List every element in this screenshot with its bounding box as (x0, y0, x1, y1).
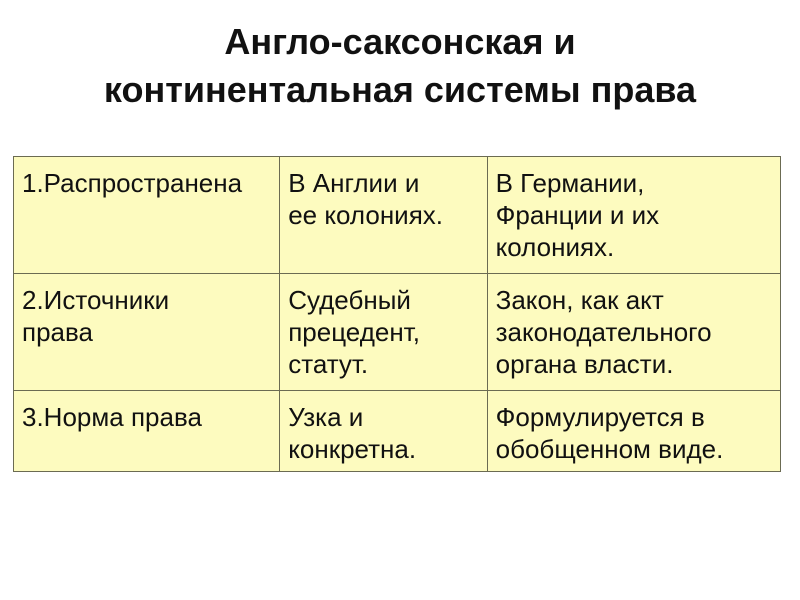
anglo-saxon-cell: Судебный прецедент, статут. (280, 274, 487, 391)
continental-cell: В Германии, Франции и их колониях. (487, 157, 780, 274)
criterion-cell: 1.Распространена (14, 157, 280, 274)
comparison-table (13, 156, 781, 472)
criterion-cell: 2.Источники права (14, 274, 280, 391)
table-row (14, 157, 781, 274)
anglo-saxon-cell: В Англии и ее колониях. (280, 157, 487, 274)
table-row (14, 391, 781, 472)
slide-title (0, 18, 800, 114)
continental-cell: Закон, как акт законодательного органа власти. (487, 274, 780, 391)
table-row (14, 274, 781, 391)
criterion-cell: 3.Норма права (14, 391, 280, 472)
continental-cell: Формулируется в обобщенном виде. (487, 391, 780, 472)
slide-title-line-1: Англо-саксонская и (224, 21, 576, 62)
anglo-saxon-cell: Узка и конкретна. (280, 391, 487, 472)
slide-title-line-2: континентальная системы права (103, 69, 697, 110)
